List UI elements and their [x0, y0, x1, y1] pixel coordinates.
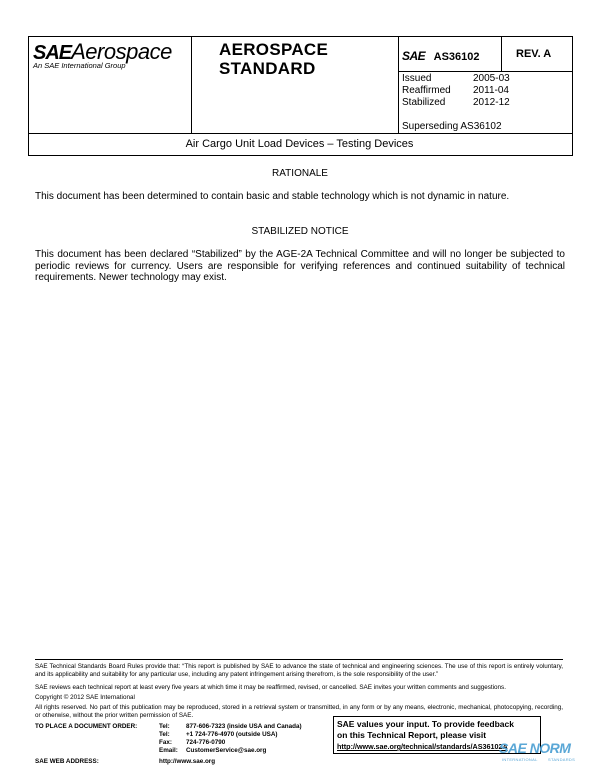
rationale-heading: RATIONALE	[272, 168, 328, 179]
contact-value-fax: 724-776-0790	[186, 739, 226, 746]
stabilized-text: This document has been declared “Stabilized” by the AGE-2A Technical Committee and will no longer be subjected to periodic reviews for currency. Users are responsible for verifying references and continued suitability of technical requirements. Newer technology may exist.	[35, 249, 565, 283]
rights-text: All rights reserved. No part of this publication may be reproduced, stored in a retrieval system or transmitted, in any form or by any means, electronic, mechanical, photocopying, recording, or otherwise, without the prior written permission of SAE.	[35, 704, 563, 719]
date-label-stabilized: Stabilized	[402, 97, 446, 108]
footer-rule	[35, 659, 563, 660]
logo-sae-text: SAE	[33, 42, 72, 64]
sae-mark: SAE	[402, 49, 426, 63]
contact-label-email: Email:	[159, 747, 178, 754]
contact-label-tel2: Tel:	[159, 731, 170, 738]
watermark-sub: STANDARDS	[548, 757, 576, 762]
divider	[29, 133, 572, 134]
document-title: Air Cargo Unit Load Devices – Testing Devices	[185, 138, 414, 150]
board-rules-text: SAE Technical Standards Board Rules provide that: “This report is published by SAE to advance the state of technical and engineering sciences. The use of this report is entirely voluntary, and its applicability and suitability for any particular use, including any patent infringement arising therefrom, is the sole responsibility of the user.”	[35, 663, 563, 678]
order-label: TO PLACE A DOCUMENT ORDER:	[35, 723, 138, 730]
doc-number: AS36102	[433, 51, 480, 63]
stabilized-heading: STABILIZED NOTICE	[251, 226, 349, 237]
divider	[398, 71, 572, 72]
web-link[interactable]: http://www.sae.org	[159, 758, 216, 765]
feedback-line2: on this Technical Report, please visit	[337, 730, 487, 740]
divider	[191, 37, 192, 133]
contact-label-fax: Fax:	[159, 739, 172, 746]
logo-tagline: An SAE International Group	[33, 61, 126, 70]
date-label-issued: Issued	[402, 73, 432, 84]
revision: REV. A	[516, 48, 552, 60]
date-label-reaffirmed: Reaffirmed	[402, 85, 451, 96]
web-label: SAE WEB ADDRESS:	[35, 758, 99, 765]
contact-value-email[interactable]: CustomerService@sae.org	[186, 747, 267, 754]
divider	[501, 37, 502, 71]
logo-aerospace-text: Aerospace	[71, 39, 172, 64]
contact-value-tel2[interactable]: +1 724-776-4970 (outside USA)	[186, 731, 278, 738]
copyright: Copyright © 2012 SAE International	[35, 694, 135, 701]
superseding: Superseding AS36102	[402, 121, 502, 132]
date-value-issued: 2005-03	[473, 73, 510, 84]
contact-label-tel1: Tel:	[159, 723, 170, 730]
contact-value-tel1[interactable]: 877-606-7323 (inside USA and Canada)	[186, 723, 302, 730]
date-value-reaffirmed: 2011-04	[473, 85, 509, 96]
doc-number-cell	[402, 47, 480, 65]
date-value-stabilized: 2012-12	[473, 97, 510, 108]
standard-type-line2: STANDARD	[219, 59, 316, 78]
divider	[398, 37, 399, 133]
watermark-sub2: INTERNATIONAL	[502, 757, 538, 762]
review-notice: SAE reviews each technical report at least every five years at which time it may be reaffirmed, revised, or cancelled. SAE invites your written comments and suggestions.	[35, 684, 506, 691]
feedback-line1: SAE values your input. To provide feedback	[337, 719, 514, 729]
watermark-main: SAE NORM	[499, 740, 571, 756]
rationale-text: This document has been determined to contain basic and stable technology which is not dynamic in nature.	[35, 191, 510, 202]
standard-type-line1: AEROSPACE	[219, 40, 329, 59]
feedback-link[interactable]: http://www.sae.org/technical/standards/AS36102A	[337, 742, 508, 751]
